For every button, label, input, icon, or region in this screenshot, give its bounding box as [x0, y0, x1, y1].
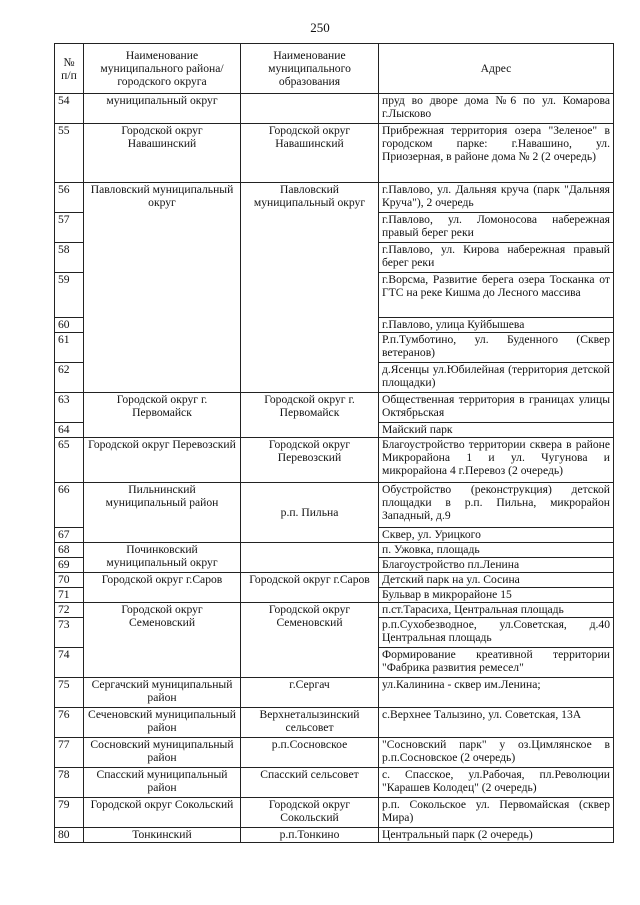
row-num: 62 [55, 363, 84, 393]
row-num: 55 [55, 124, 84, 183]
row-num: 72 [55, 603, 84, 618]
district-cell: Сеченовский муниципальный район [84, 708, 241, 738]
address-cell: Сквер, ул. Урицкого [379, 528, 614, 543]
address-cell: Обустройство (реконструкция) детской площадки в р.п. Пильна, микрорайон Западный, д.9 [379, 483, 614, 528]
table-row [55, 124, 614, 183]
row-num: 61 [55, 333, 84, 363]
address-cell: Формирование креативной территории "Фабрика развития ремесел" [379, 648, 614, 678]
table-row [55, 678, 614, 708]
row-num: 65 [55, 438, 84, 483]
row-num: 56 [55, 183, 84, 213]
header-district: Наименование муниципального района/ городского округа [84, 44, 241, 94]
formation-cell [241, 543, 379, 573]
formation-cell: Городской округ Сокольский [241, 798, 379, 828]
row-num: 77 [55, 738, 84, 768]
district-cell: Павловский муниципальный округ [84, 183, 241, 393]
row-num: 79 [55, 798, 84, 828]
district-cell: Городской округ г.Саров [84, 573, 241, 603]
row-num: 59 [55, 273, 84, 318]
address-cell: пруд во дворе дома №6 по ул. Комарова г.Лысково [379, 94, 614, 124]
address-cell: Майский парк [379, 423, 614, 438]
row-num: 63 [55, 393, 84, 423]
address-cell: с. Спасское, ул.Рабочая, пл.Революции "Карашев Колодец" (2 очередь) [379, 768, 614, 798]
address-cell: р.п.Сухобезводное, ул.Советская, д.40 Центральная площадь [379, 618, 614, 648]
row-num: 69 [55, 558, 84, 573]
formation-cell: Верхнеталызинский сельсовет [241, 708, 379, 738]
district-cell: Городской округ Перевозский [84, 438, 241, 483]
address-cell: Детский парк на ул. Сосина [379, 573, 614, 588]
district-cell: Городской округ г. Первомайск [84, 393, 241, 438]
address-cell: Благоустройство пл.Ленина [379, 558, 614, 573]
table-row [55, 183, 614, 213]
address-cell: ул.Калинина - сквер им.Ленина; [379, 678, 614, 708]
formation-cell: Городской округ г.Саров [241, 573, 379, 603]
district-cell: Спасский муниципальный район [84, 768, 241, 798]
district-cell: Городской округ Сокольский [84, 798, 241, 828]
district-cell: Сосновский муниципальный район [84, 738, 241, 768]
row-num: 80 [55, 828, 84, 843]
formation-cell: Павловский муниципальный округ [241, 183, 379, 393]
address-cell: р.п. Сокольское ул. Первомайская (сквер Мира) [379, 798, 614, 828]
address-cell: г.Ворсма, Развитие берега озера Тосканка от ГТС на реке Кишма до Лесного массива [379, 273, 614, 318]
row-num: 66 [55, 483, 84, 528]
row-num: 70 [55, 573, 84, 588]
row-num: 71 [55, 588, 84, 603]
address-cell: Центральный парк (2 очередь) [379, 828, 614, 843]
address-cell: Р.п.Тумботино, ул. Буденного (Сквер ветеранов) [379, 333, 614, 363]
registry-table [54, 43, 614, 843]
table-row [55, 483, 614, 528]
header-row [55, 44, 614, 94]
district-cell: Сергачский муниципальный район [84, 678, 241, 708]
address-cell: г.Павлово, ул. Кирова набережная правый берег реки [379, 243, 614, 273]
row-num: 75 [55, 678, 84, 708]
row-num: 73 [55, 618, 84, 648]
address-cell: п. Ужовка, площадь [379, 543, 614, 558]
row-num: 78 [55, 768, 84, 798]
formation-cell [241, 94, 379, 124]
table-row [55, 573, 614, 588]
table-row [55, 438, 614, 483]
page-number: 250 [310, 20, 330, 35]
district-cell: Городской округ Семеновский [84, 603, 241, 678]
formation-cell: г.Сергач [241, 678, 379, 708]
district-cell: Починковский муниципальный округ [84, 543, 241, 573]
formation-cell: р.п. Пильна [241, 483, 379, 543]
formation-cell: р.п.Тонкино [241, 828, 379, 843]
row-num: 60 [55, 318, 84, 333]
table-row [55, 828, 614, 843]
row-num: 74 [55, 648, 84, 678]
table-row [55, 603, 614, 618]
formation-cell: Городской округ Семеновский [241, 603, 379, 678]
table-row [55, 94, 614, 124]
district-cell: Городской округ Навашинский [84, 124, 241, 183]
address-cell: "Сосновский парк" у оз.Цимлянское в р.п.Сосновское (2 очередь) [379, 738, 614, 768]
header-num: № п/п [55, 44, 84, 94]
row-num: 64 [55, 423, 84, 438]
row-num: 58 [55, 243, 84, 273]
table-row [55, 798, 614, 828]
row-num: 57 [55, 213, 84, 243]
header-address: Адрес [379, 44, 614, 94]
address-cell: д.Ясенцы ул.Юбилейная (территория детской площадки) [379, 363, 614, 393]
table-row [55, 393, 614, 423]
header-formation: Наименование муниципального образования [241, 44, 379, 94]
table-row [55, 708, 614, 738]
address-cell: п.ст.Тарасиха, Центральная площадь [379, 603, 614, 618]
table-row [55, 768, 614, 798]
address-cell: г.Павлово, ул. Дальняя круча (парк "Дальняя Круча"), 2 очередь [379, 183, 614, 213]
district-cell: Пильнинский муниципальный район [84, 483, 241, 543]
row-num: 67 [55, 528, 84, 543]
address-cell: Бульвар в микрорайоне 15 [379, 588, 614, 603]
address-cell: Общественная территория в границах улицы Октябрьская [379, 393, 614, 423]
formation-cell: Спасский сельсовет [241, 768, 379, 798]
table-row [55, 543, 614, 558]
formation-cell: Городской округ Навашинский [241, 124, 379, 183]
row-num: 68 [55, 543, 84, 558]
row-num: 54 [55, 94, 84, 124]
district-cell: муниципальный округ [84, 94, 241, 124]
address-cell: г.Павлово, улица Куйбышева [379, 318, 614, 333]
formation-cell: Городской округ г. Первомайск [241, 393, 379, 438]
formation-cell: Городской округ Перевозский [241, 438, 379, 483]
address-cell: Благоустройство территории сквера в районе Микрорайона 1 и ул. Чугунова и микрорайона 4 г.Перевоз (2 очередь) [379, 438, 614, 483]
district-cell: Тонкинский [84, 828, 241, 843]
address-cell: с.Верхнее Талызино, ул. Советская, 13А [379, 708, 614, 738]
address-cell: г.Павлово, ул. Ломоносова набережная правый берег реки [379, 213, 614, 243]
row-num: 76 [55, 708, 84, 738]
formation-cell: р.п.Сосновское [241, 738, 379, 768]
address-cell: Прибрежная территория озера "Зеленое" в городском парке: г.Навашино, ул. Приозерная, в районе дома № 2 (2 очередь) [379, 124, 614, 183]
table-row [55, 738, 614, 768]
